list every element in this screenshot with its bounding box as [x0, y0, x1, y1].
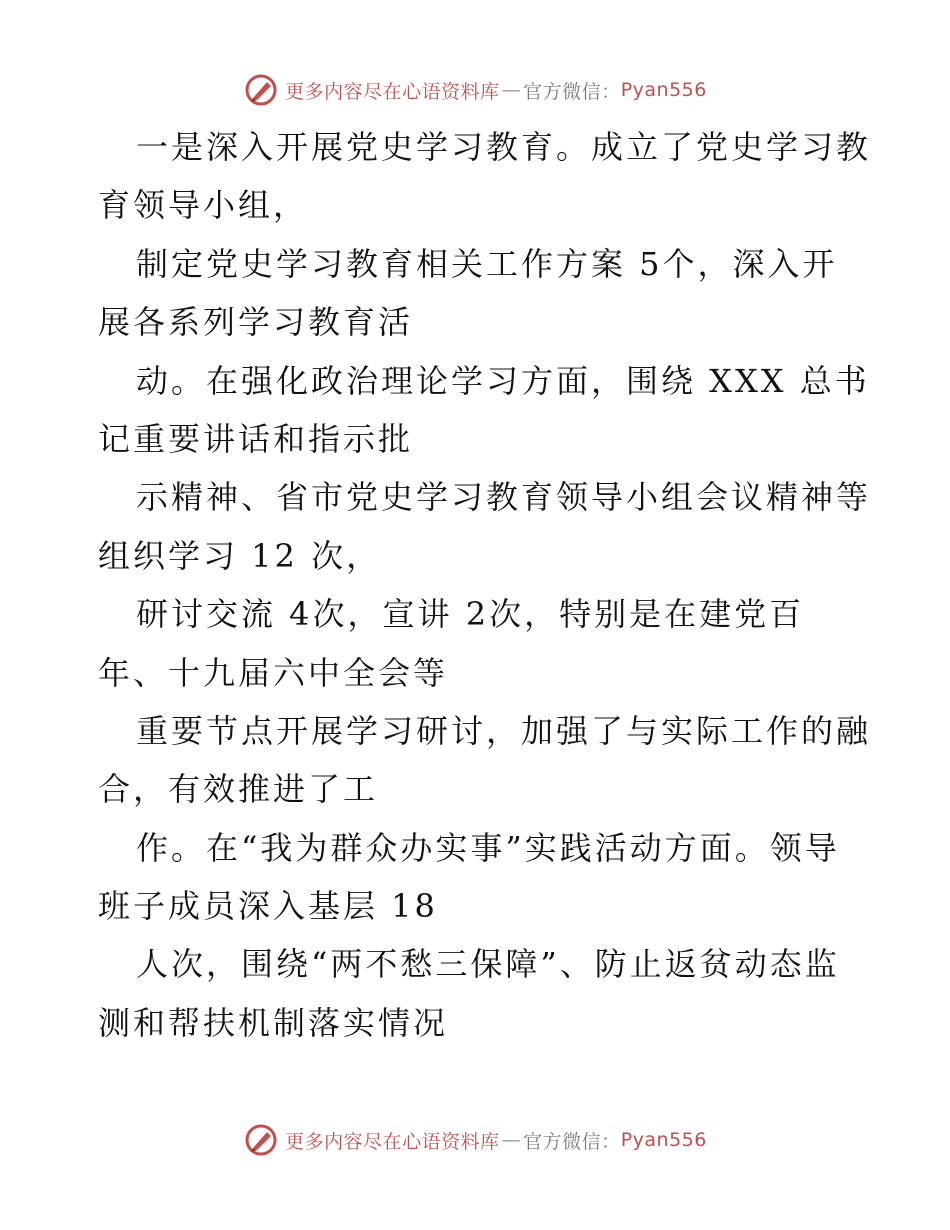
header-watermark [0, 70, 950, 110]
text-line: 记重要讲话和指示批 [98, 419, 414, 458]
text-line: 重要节点开展学习研讨，加强了与实际工作的融 [136, 711, 872, 750]
watermark-dash: — [501, 79, 522, 101]
footer-watermark [0, 1120, 950, 1160]
text-line: 合，有效推进了工 [98, 770, 379, 809]
text-line: 一是深入开展党史学习教育。成立了党史学习教 [136, 128, 872, 166]
text-line: 示精神、省市党史学习教育领导小组会议精神等 [136, 478, 872, 517]
text-line: 组织学习 12 次， [98, 536, 382, 575]
watermark-account-id: Pyan556 [620, 1129, 707, 1151]
text-line: 年、十九届六中全会等 [98, 653, 449, 692]
text-line: 测和帮扶机制落实情况 [98, 1003, 449, 1042]
watermark-official-text: 官方微信： [523, 1130, 621, 1153]
text-line: 班子成员深入基层 18 [98, 887, 438, 926]
text-line: 制定党史学习教育相关工作方案 5个，深入开 [136, 244, 838, 283]
text-line: 作。在“我为群众办实事”实践活动方面。领导 [136, 828, 840, 867]
watermark-official-text: 官方微信： [523, 80, 621, 103]
pen-logo-icon [243, 1122, 279, 1158]
text-line: 动。在强化政治理论学习方面，围绕 XXX 总书 [136, 361, 870, 400]
pen-logo-icon [243, 72, 279, 108]
text-line: 育领导小组， [98, 186, 309, 225]
text-line: 研讨交流 4次，宣讲 2次，特别是在建党百 [136, 595, 805, 634]
document-body [98, 118, 872, 1052]
watermark-brand-text: 更多内容尽在心语资料库 [285, 80, 500, 103]
watermark-dash: — [501, 1129, 522, 1151]
text-line: 展各系列学习教育活 [98, 303, 414, 342]
watermark-account-id: Pyan556 [620, 79, 707, 101]
text-line: 人次，围绕“两不愁三保障”、防止返贫动态监 [136, 945, 840, 984]
watermark-brand-text: 更多内容尽在心语资料库 [285, 1130, 500, 1153]
